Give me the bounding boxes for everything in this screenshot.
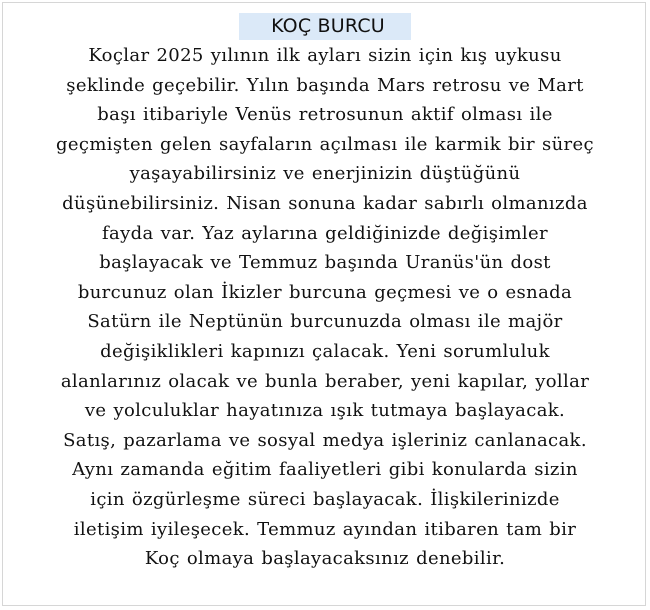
paragraph-line: düşünebilirsiniz. Nisan sonuna kadar sabırlı olmanızda [62, 192, 588, 214]
paragraph-line: başlayacak ve Temmuz başında Uranüs'ün dost [99, 252, 551, 274]
paragraph-line: için özgürleşme süreci başlayacak. İlişkilerinizde [90, 488, 560, 510]
paragraph-line: iletişim iyileşecek. Temmuz ayından itibaren tam bir [73, 518, 577, 540]
paragraph-line: burcunuz olan İkizler burcuna geçmesi ve o esnada [77, 281, 573, 303]
paragraph-line: şeklinde geçebilir. Yılın başında Mars retrosu ve Mart [66, 74, 584, 96]
title-container [0, 13, 650, 40]
paragraph-line: Satış, pazarlama ve sosyal medya işleriniz canlanacak. [63, 429, 587, 451]
paragraph-line: başı itibariyle Venüs retrosunun aktif olması ile [97, 104, 553, 126]
paragraph-line: yaşayabilirsiniz ve enerjinizin düştüğünü [129, 163, 521, 185]
paragraph-line: Koçlar 2025 yılının ilk ayları sizin için kış uykusu [88, 45, 562, 66]
paragraph-line: alanlarınız olacak ve bunla beraber, yeni kapılar, yollar [60, 370, 590, 392]
page-title: KOÇ BURCU [239, 13, 411, 40]
paragraph-line: Satürn ile Neptünün burcunuzda olması ile majör [87, 311, 563, 333]
paragraph-line: Aynı zamanda eğitim faaliyetleri gibi konularda sizin [72, 459, 578, 481]
paragraph-line: fayda var. Yaz aylarına geldiğinizde değişimler [102, 222, 548, 244]
paragraph-line: Koç olmaya başlayacaksınız denebilir. [144, 548, 506, 570]
paragraph-line: ve yolculuklar hayatınıza ışık tutmaya başlayacak. [84, 400, 566, 422]
paragraph-line: değişiklikleri kapınızı çalacak. Yeni sorumluluk [100, 340, 550, 362]
paragraph-line: geçmişten gelen sayfaların açılması ile karmik bir süreç [56, 133, 594, 155]
horoscope-paragraph [8, 41, 642, 574]
